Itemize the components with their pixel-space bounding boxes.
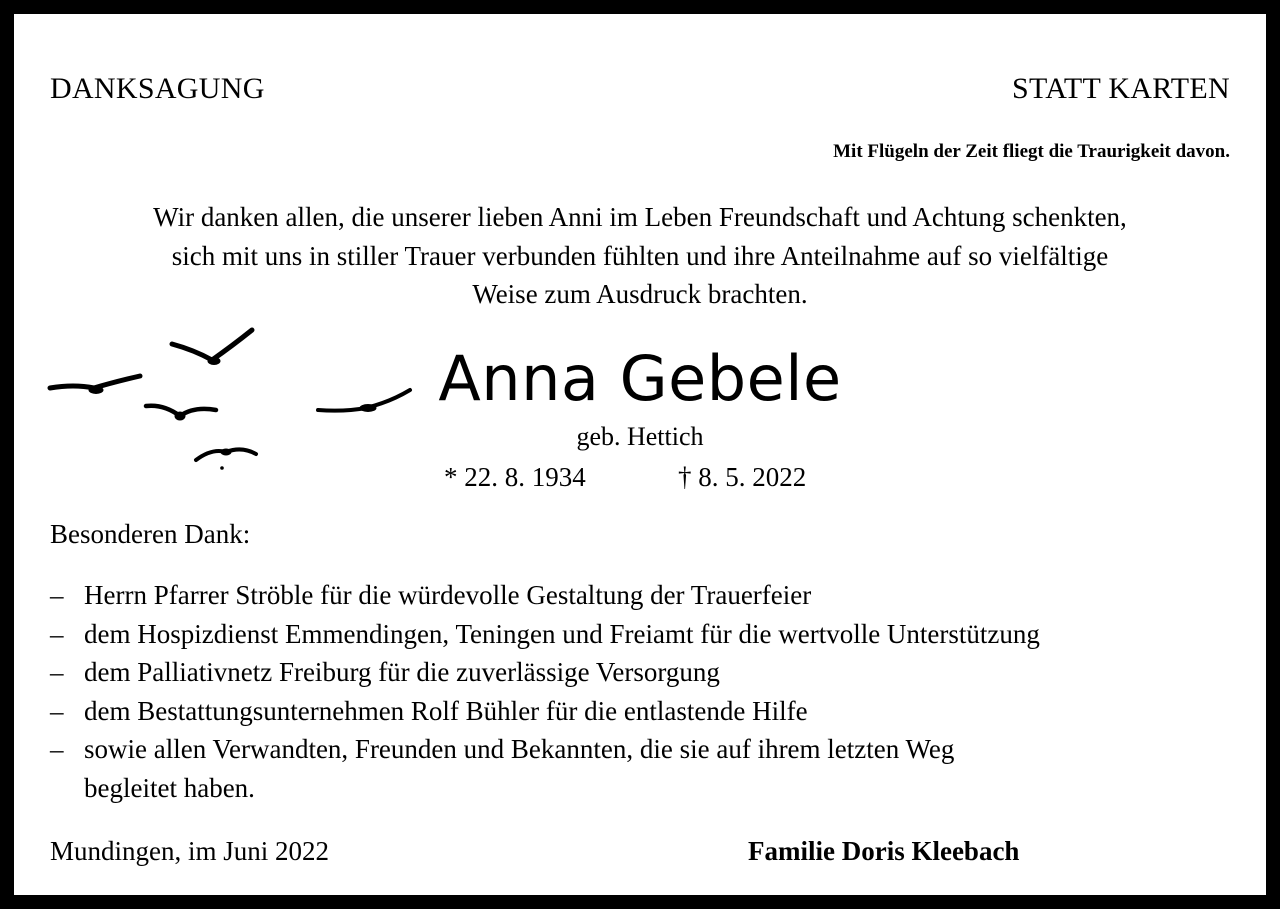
list-item (50, 692, 1040, 731)
list-item-continuation (50, 769, 1040, 808)
intro-line: Wir danken allen, die unserer lieben Anni im Leben Freundschaft und Achtung schenkten, (153, 202, 1127, 232)
intro-text (44, 198, 1236, 314)
dash-bullet: – (50, 734, 64, 764)
birth-date: * 22. 8. 1934 (444, 462, 586, 492)
list-item (50, 730, 1040, 769)
place-and-date: Mundingen, im Juni 2022 (50, 836, 330, 866)
header-instead-of-cards: STATT KARTEN (1011, 72, 1230, 105)
deceased-name: Anna Gebele (438, 342, 842, 415)
death-date: † 8. 5. 2022 (678, 462, 807, 492)
dash-bullet: – (50, 580, 64, 610)
list-item-text: begleitet haben. (84, 772, 255, 803)
header-thanks: DANKSAGUNG (50, 72, 265, 105)
thanks-list (50, 576, 1040, 807)
list-item-text: dem Bestattungsunternehmen Rolf Bühler für die entlastende Hilfe (84, 695, 808, 726)
dash-bullet: – (50, 695, 64, 726)
intro-line: sich mit uns in stiller Trauer verbunden fühlten und ihre Anteilnahme auf so vielfältige (171, 240, 1109, 271)
dash-bullet: – (50, 618, 64, 649)
family-signature: Familie Doris Kleebach (748, 836, 1020, 866)
list-item-text: dem Hospizdienst Emmendingen, Teningen und Freiamt für die wertvolle Unterstützung (84, 618, 1040, 649)
special-thanks-title: Besonderen Dank: (50, 519, 251, 549)
obituary-card (14, 14, 1266, 895)
intro-line: Weise zum Ausdruck brachten. (472, 279, 808, 309)
list-item-text: dem Palliativnetz Freiburg für die zuverlässige Versorgung (84, 657, 720, 687)
list-item-text: Herrn Pfarrer Ströble für die würdevolle Gestaltung der Trauerfeier (84, 580, 812, 610)
maiden-name: geb. Hettich (576, 422, 704, 451)
motto: Mit Flügeln der Zeit fliegt die Traurigkeit davon. (833, 141, 1230, 162)
list-item (50, 615, 1040, 654)
dash-bullet: – (50, 657, 64, 687)
list-item (50, 653, 1040, 692)
list-item-text: sowie allen Verwandten, Freunden und Bekannten, die sie auf ihrem letzten Weg (84, 734, 955, 764)
list-item (50, 576, 1040, 615)
